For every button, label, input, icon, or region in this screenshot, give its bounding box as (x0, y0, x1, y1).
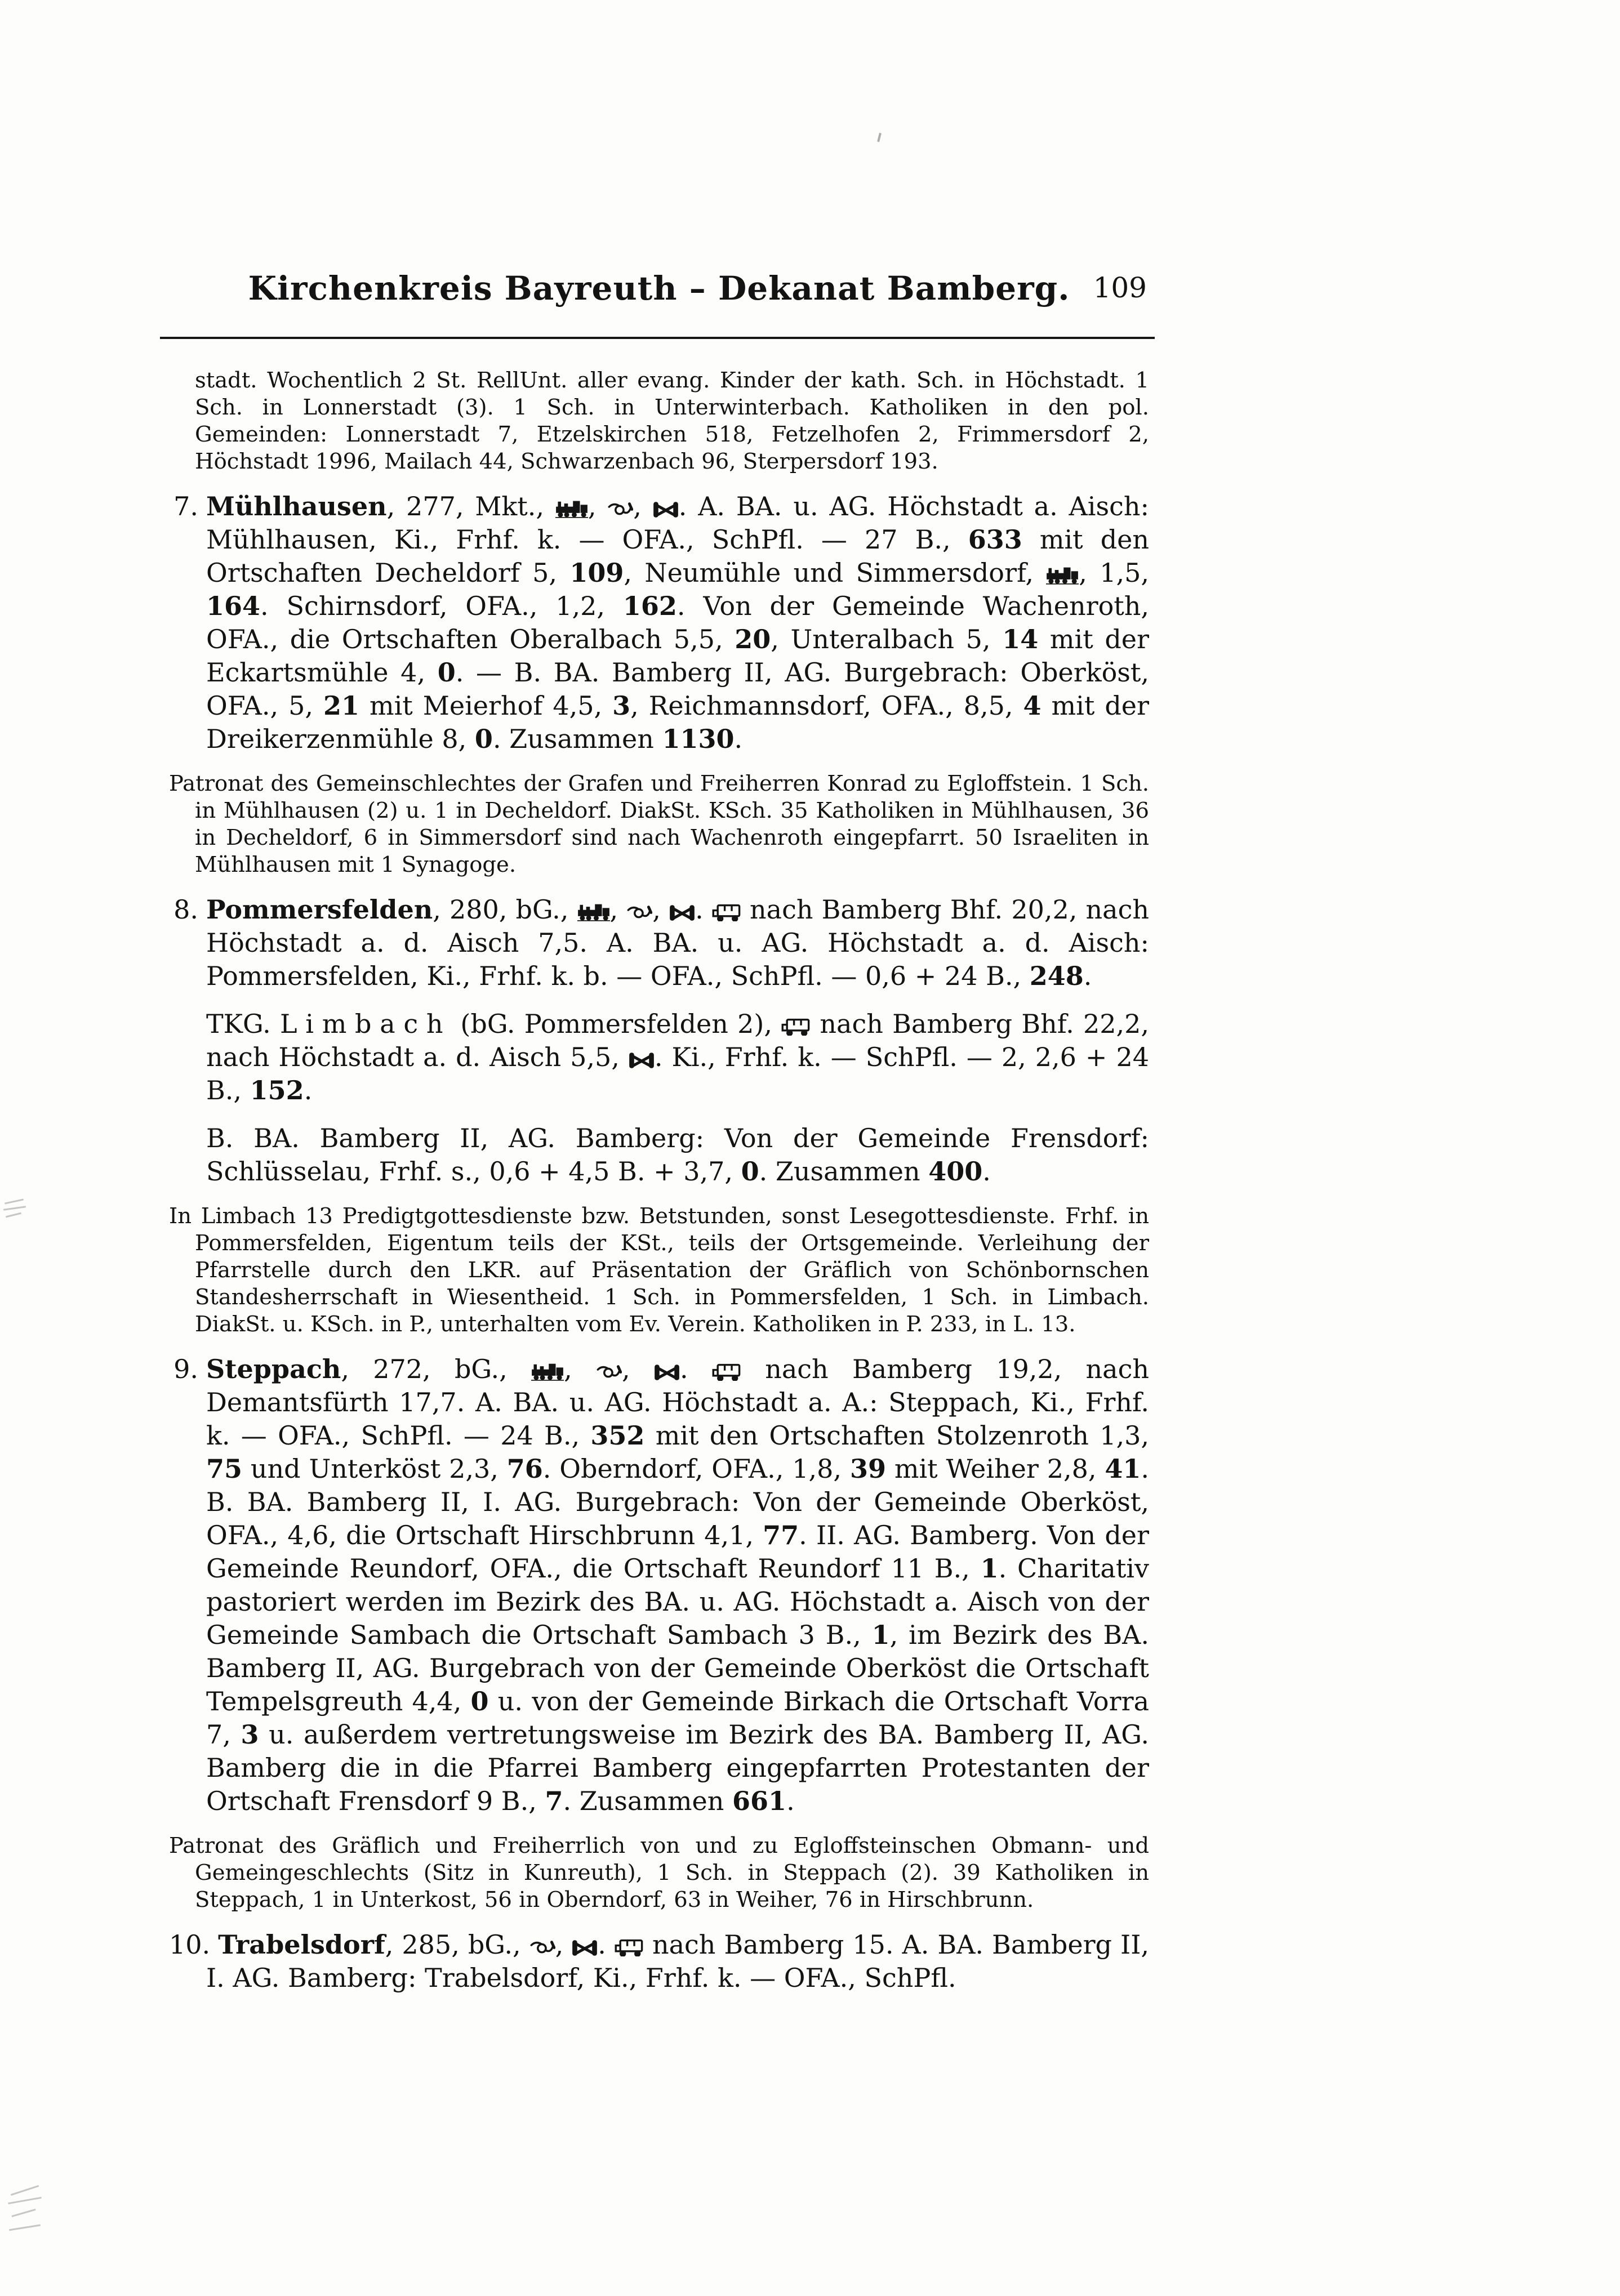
body-text: , 280, bG., (433, 894, 577, 925)
header-divider-rule (160, 337, 1155, 339)
emphasized-text: 0 (741, 1156, 759, 1187)
posthorn-icon (596, 1364, 622, 1381)
emphasized-text: Steppach (206, 1354, 341, 1384)
body-text: . (304, 1075, 313, 1105)
body-text: In Limbach 13 Predigtgottesdienste bzw. Betstunden, sonst Lesegottesdienste. Frhf. in Pommersfelden, Eigentum teils der KSt., teils der Ortsgemeinde. Verleihung der Pfarrstelle durch den LKR. auf Präsentation der Gräflich von Schönbornschen Standesherrschaft in Wiesentheid. 1 Sch. in Pommersfelden, 1 Sch. in Limbach. DiakSt. u. KSch. in P., unterhalten vom Ev. Verein. Katholiken in P. 233, in L. 13. (169, 1203, 1149, 1337)
body-text: , (555, 1929, 572, 1960)
body-text: . Oberndorf, OFA., 1,8, (542, 1454, 850, 1484)
body-text: TKG. (206, 1009, 281, 1039)
emphasized-text: 7 (545, 1786, 563, 1816)
emphasized-text: 21 (323, 690, 359, 721)
patronat-muehlhausen-paragraph (169, 770, 1149, 879)
body-text: , Neumühle und Simmersdorf, (624, 558, 1047, 588)
emphasized-text: 75 (206, 1454, 243, 1484)
emphasized-text: 41 (1105, 1454, 1141, 1484)
motorbus-icon (712, 1363, 741, 1381)
body-text: . (786, 1786, 795, 1816)
body-text: . (598, 1929, 615, 1960)
emphasized-text: 0 (437, 657, 456, 688)
entry-number: 9. (173, 1354, 198, 1384)
limbach-notes-paragraph (169, 1203, 1149, 1338)
body-text: Patronat des Gräflich und Freiherrlich von und zu Egloffsteinschen Obmann- und Gemeingeschlechts (Sitz in Kunreuth), 1 Sch. in Steppach (2). 39 Katholiken in Steppach, 1 in Unterkost, 56 in Oberndorf, 63 in Weiher, 76 in Hirschbrunn. (169, 1833, 1149, 1912)
telegram-icon (669, 904, 695, 921)
body-text: nach Bamberg 15. A. BA. Bamberg II, I. AG. Bamberg: Trabelsdorf, Ki., Frhf. k. — OFA., SchPfl. (206, 1929, 1149, 1993)
text-column (169, 367, 1149, 2009)
entry-8-pommersfelden (169, 893, 1149, 993)
body-text: , 1,5, (1079, 558, 1149, 588)
body-text: , (652, 894, 670, 925)
body-text: . Zusammen (492, 724, 662, 754)
body-text: , (633, 491, 653, 521)
body-text: stadt. Wochentlich 2 St. RellUnt. aller evang. Kinder der kath. Sch. in Höchstadt. 1 Sch. in Lonnerstadt (3). 1 Sch. in Unterwinterbach. Katholiken in den pol. Gemeinden: Lonnerstadt 7, Etzelskirchen 518, Fetzelhofen 2, Frimmersdorf 2, Höchstadt 1996, Mailach 44, Schwarzenbach 96, Sterpersdorf 193. (195, 368, 1149, 474)
telegram-icon (654, 1364, 680, 1381)
entry-10-trabelsdorf (169, 1928, 1149, 1995)
emphasized-text: 109 (569, 558, 624, 588)
body-text: mit Weiher 2,8, (885, 1454, 1105, 1484)
body-text: . (695, 894, 712, 925)
emphasized-text: 76 (506, 1454, 543, 1484)
body-text: . (982, 1156, 991, 1187)
posthorn-icon (529, 1940, 555, 1956)
body-text: u. von der Gemeinde Birkach die Ortschaft Vorra 7, (206, 1686, 1150, 1750)
emphasized-text: 0 (474, 724, 493, 754)
scan-artifact-left-margin (3, 1197, 28, 1224)
page-header (169, 269, 1149, 323)
body-text: . II. AG. Bamberg. Von der Gemeinde Reundorf, OFA., die Ortschaft Reundorf 11 B., (206, 1520, 1149, 1584)
body-text: (bG. Pommersfelden 2), (451, 1009, 782, 1039)
body-text: . B. BA. Bamberg II, I. AG. Burgebrach: Von der Gemeinde Oberköst, OFA., 4,6, die Ortschaft Hirschbrunn 4,1, (206, 1454, 1150, 1550)
entry-7-muehlhausen (169, 490, 1149, 756)
emphasized-text: 152 (250, 1075, 304, 1105)
body-text: nach Bamberg Bhf. 20,2, nach Höchstadt a. d. Aisch 7,5. A. BA. u. AG. Höchstadt a. d. Aisch: Pommersfelden, Ki., Frhf. k. b. — OFA., SchPfl. — 0,6 + 24 B., (206, 894, 1149, 991)
emphasized-text: 400 (928, 1156, 983, 1187)
emphasized-text: 661 (732, 1786, 787, 1816)
body-text: , Reichmannsdorf, OFA., 8,5, (630, 690, 1023, 721)
emphasized-text: 1 (871, 1620, 890, 1650)
emphasized-text: 4 (1023, 690, 1042, 721)
body-text: , im Bezirk des BA. Bamberg II, AG. Burgebrach von der Gemeinde Oberköst die Ortschaft Tempelsgreuth 4,4, (206, 1620, 1150, 1717)
body-text: Limbach (280, 1009, 452, 1039)
continuation-paragraph (169, 367, 1149, 475)
entry-number: 8. (173, 894, 198, 925)
body-text: . Zusammen (563, 1786, 733, 1816)
body-text: mit den Ortschaften Decheldorf 5, (206, 524, 1150, 588)
railway-icon (531, 1362, 564, 1381)
body-text: , 277, Mkt., (386, 491, 555, 521)
motorbus-icon (615, 1938, 644, 1956)
body-text: . Schirnsdorf, OFA., 1,2, (260, 591, 623, 621)
motorbus-icon (781, 1018, 811, 1036)
emphasized-text: 39 (849, 1454, 886, 1484)
telegram-icon (629, 1052, 655, 1069)
body-text: . (1083, 961, 1092, 991)
body-text: , 285, bG., (385, 1929, 529, 1960)
scan-artifact-top-speck (876, 133, 882, 143)
body-text: Patronat des Gemeinschlechtes der Grafen und Freiherren Konrad zu Egloffstein. 1 Sch. in Mühlhausen (2) u. 1 in Decheldorf. DiakSt. KSch. 35 Katholiken in Mühlhausen, 36 in Decheldorf, 6 in Simmersdorf sind nach Wachenroth eingepfarrt. 50 Israeliten in Mühlhausen mit 1 Synagoge. (169, 771, 1149, 877)
body-text: , (622, 1354, 654, 1384)
posthorn-icon (626, 904, 652, 921)
body-text: mit den Ortschaften Stolzenroth 1,3, (644, 1420, 1150, 1451)
body-text: . (734, 724, 743, 754)
telegram-icon (572, 1940, 598, 1956)
emphasized-text: Trabelsdorf (218, 1929, 385, 1960)
emphasized-text: 1 (980, 1553, 999, 1584)
body-text: , (609, 894, 627, 925)
railway-icon (1046, 565, 1079, 585)
body-text: . Ki., Frhf. k. — SchPfl. — 2, 2,6 + 24 B., (206, 1042, 1149, 1105)
body-text: nach Bamberg Bhf. 22,2, nach Höchstadt a. d. Aisch 5,5, (206, 1009, 1149, 1072)
body-text: mit Meierhof 4,5, (359, 690, 613, 721)
emphasized-text: 0 (470, 1686, 489, 1717)
patronat-steppach-paragraph (169, 1833, 1149, 1914)
body-text: u. außerdem vertretungsweise im Bezirk des BA. Bamberg II, AG. Bamberg die in die Pfarrei Bamberg eingepfarrten Protestanten der Ortschaft Frensdorf 9 B., (206, 1719, 1149, 1816)
body-text: . — B. BA. Bamberg II, AG. Burgebrach: Oberköst, OFA., 5, (206, 657, 1149, 721)
motorbus-icon (712, 903, 741, 921)
body-text: , (588, 491, 608, 521)
body-text: B. BA. Bamberg II, AG. Bamberg: Von der Gemeinde Frensdorf: Schlüsselau, Frhf. s., 0,6 + 4,5 B. + 3,7, (206, 1123, 1149, 1187)
entry-8-limbach-subparagraph (169, 1007, 1149, 1107)
body-text: , (564, 1354, 597, 1384)
body-text: mit der Dreikerzenmühle 8, (206, 690, 1150, 754)
body-text: , 272, bG., (341, 1354, 532, 1384)
emphasized-text: 352 (590, 1420, 645, 1451)
entry-number: 10. (169, 1929, 211, 1960)
emphasized-text: 162 (622, 591, 677, 621)
page-number: 109 (1093, 271, 1147, 304)
emphasized-text: 248 (1029, 961, 1084, 991)
posthorn-icon (607, 501, 633, 518)
railway-icon (577, 902, 610, 921)
emphasized-text: Mühlhausen (206, 491, 387, 521)
body-text: . Charitativ pastoriert werden im Bezirk des BA. u. AG. Höchstadt a. Aisch von der Gemeinde Sambach die Ortschaft Sambach 3 B., (206, 1553, 1149, 1650)
emphasized-text: 1130 (662, 724, 735, 754)
emphasized-text: 164 (206, 591, 261, 621)
body-text: mit der Eckartsmühle 4, (206, 624, 1149, 688)
body-text: nach Bamberg 19,2, nach Demantsfürth 17,7. A. BA. u. AG. Höchstadt a. A.: Steppach, Ki., Frhf. k. — OFA., SchPfl. — 24 B., (206, 1354, 1150, 1451)
emphasized-text: 3 (612, 690, 631, 721)
body-text: . (679, 1354, 712, 1384)
emphasized-text: 20 (735, 624, 771, 654)
body-text: . Zusammen (759, 1156, 929, 1187)
emphasized-text: 77 (763, 1520, 799, 1550)
body-text: . A. BA. u. AG. Höchstadt a. Aisch: Mühlhausen, Ki., Frhf. k. — OFA., SchPfl. — 27 B., (206, 491, 1149, 555)
emphasized-text: 14 (1002, 624, 1039, 654)
entry-8-bamberg-subparagraph (169, 1122, 1149, 1188)
emphasized-text: Pommersfelden (206, 894, 433, 925)
entry-number: 7. (173, 491, 198, 521)
body-text: , Unteralbach 5, (771, 624, 1003, 654)
railway-icon (555, 499, 588, 518)
body-text: und Unterköst 2,3, (242, 1454, 507, 1484)
scan-artifact-bottom-left (8, 2187, 47, 2241)
emphasized-text: 633 (968, 524, 1022, 555)
entry-9-steppach (169, 1353, 1149, 1818)
body-text: . Von der Gemeinde Wachenroth, OFA., die Ortschaften Oberalbach 5,5, (206, 591, 1149, 654)
emphasized-text: 3 (241, 1719, 259, 1750)
page-title: Kirchenkreis Bayreuth – Dekanat Bamberg. (248, 269, 1070, 307)
telegram-icon (653, 501, 679, 518)
